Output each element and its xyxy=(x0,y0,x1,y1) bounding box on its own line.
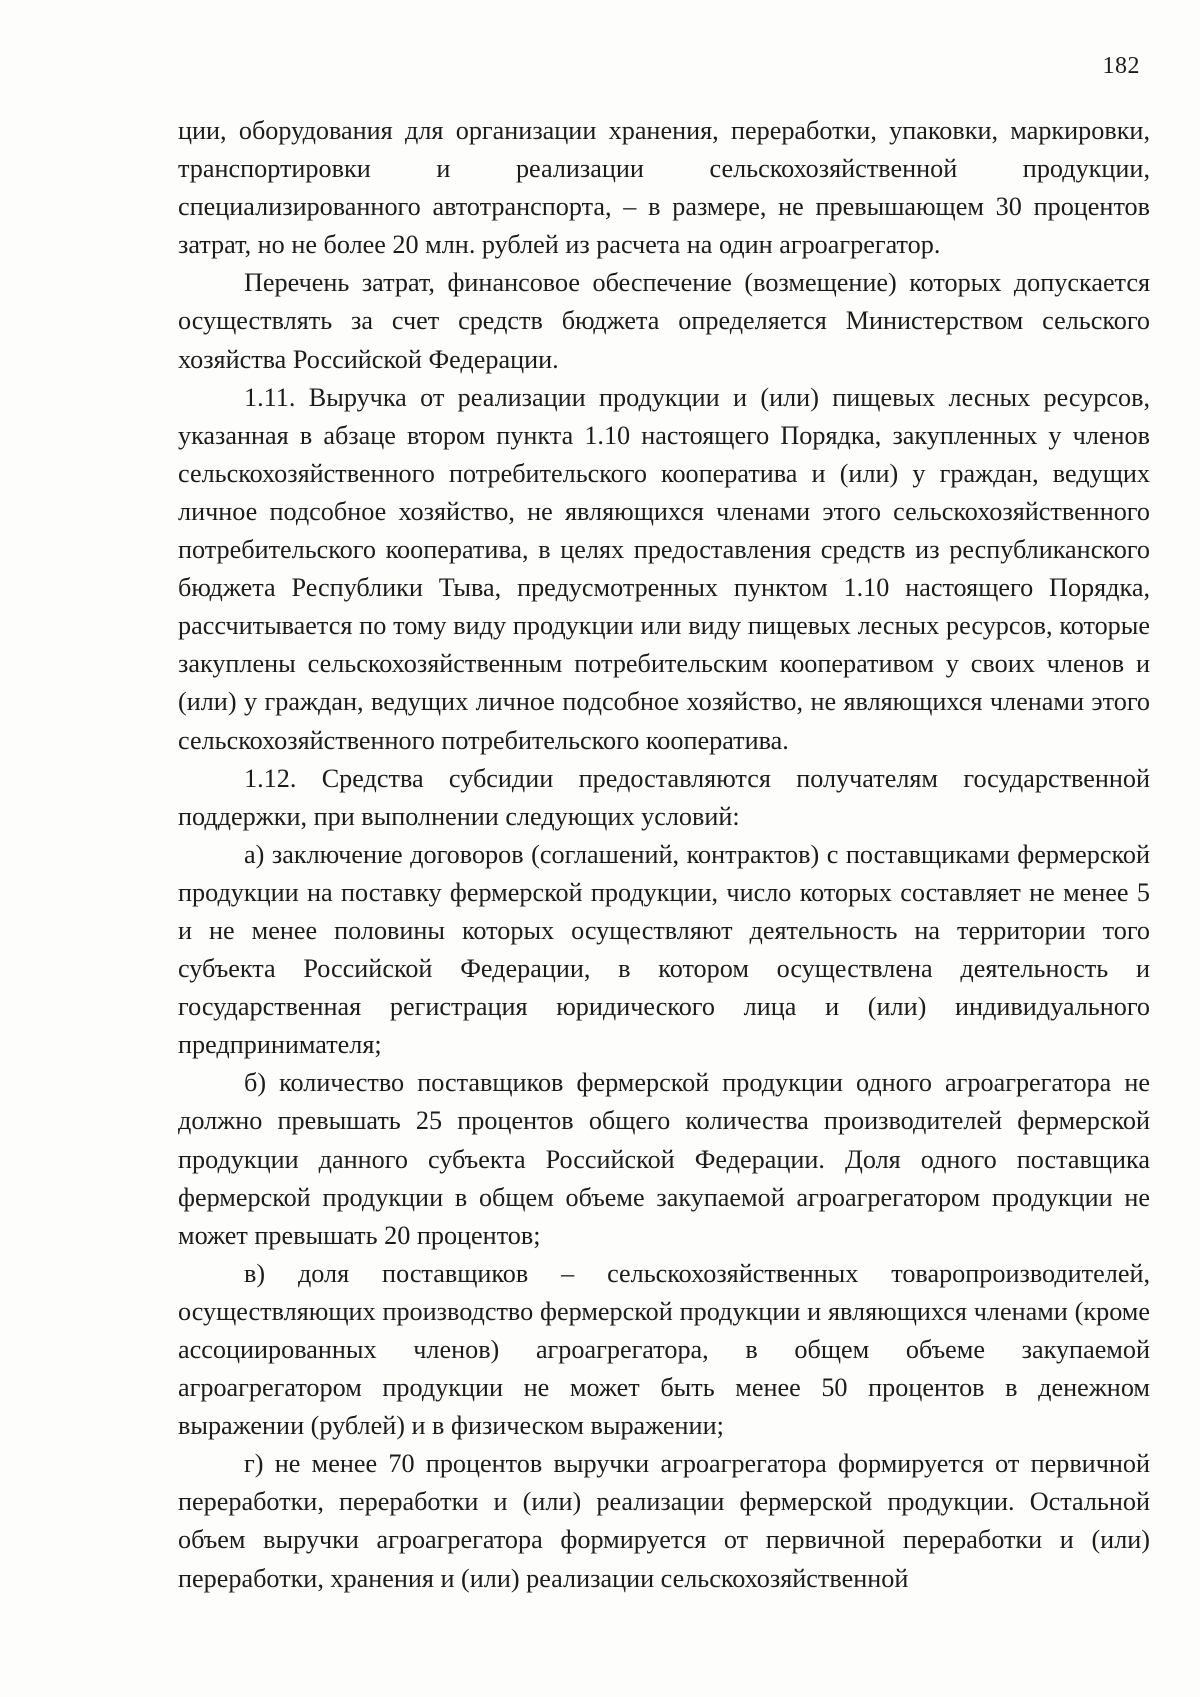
document-body xyxy=(178,112,1150,1598)
paragraph-1-11: 1.11. Выручка от реализации продукции и (или) пищевых лесных ресурсов, указанная в абзаце втором пункта 1.10 настоящего Порядка, закупленных у членов сельскохозяйственного потребительского кооператива и (или) у граждан, ведущих личное подсобное хозяйство, не являющихся членами этого сельскохозяйственного потребительского кооператива, в целях предоставления средств из республиканского бюджета Республики Тыва, предусмотренных пунктом 1.10 настоящего Порядка, рассчитывается по тому виду продукции или виду пищевых лесных ресурсов, которые закуплены сельскохозяйственным потребительским кооперативом у своих членов и (или) у граждан, ведущих личное подсобное хозяйство, не являющихся членами этого сельскохозяйственного потребительского кооператива. xyxy=(178,382,1150,755)
paragraph-continuation: ции, оборудования для организации хранения, переработки, упаковки, маркировки, транспортировки и реализации сельскохозяйственной продукции, специализированного автотранспорта, – в размере, не превышающем 30 процентов затрат, но не более 20 млн. рублей из расчета на один агроагрегатор. xyxy=(178,116,1150,260)
paragraph-condition-g: г) не менее 70 процентов выручки агроагрегатора формируется от первичной переработки, переработки и (или) реализации фермерской продукции. Остальной объем выручки агроагрегатора формируется от первичной переработки и (или) переработки, хранения и (или) реализации сельскохозяйственной xyxy=(178,1449,1150,1593)
paragraph-condition-v: в) доля поставщиков – сельскохозяйственных товаропроизводителей, осуществляющих производство фермерской продукции и являющихся членами (кроме ассоциированных членов) агроагрегатора, в общем объеме закупаемой агроагрегатором продукции не может быть менее 50 процентов в денежном выражении (рублей) и в физическом выражении; xyxy=(178,1258,1150,1441)
paragraph-condition-a: а) заключение договоров (соглашений, контрактов) с поставщиками фермерской продукции на поставку фермерской продукции, число которых составляет не менее 5 и не менее половины которых осуществляют деятельность на территории того субъекта Российской Федерации, в котором осуществлена деятельность и государственная регистрация юридического лица и (или) индивидуального предпринимателя; xyxy=(178,839,1150,1060)
paragraph-cost-list: Перечень затрат, финансовое обеспечение (возмещение) которых допускается осуществлять за счет средств бюджета определяется Министерством сельского хозяйства Российской Федерации. xyxy=(178,268,1150,374)
paragraph-1-12: 1.12. Средства субсидии предоставляются получателям государственной поддержки, при выполнении следующих условий: xyxy=(178,763,1150,831)
page-number: 182 xyxy=(1102,53,1140,79)
paragraph-condition-b: б) количество поставщиков фермерской продукции одного агроагрегатора не должно превышать 25 процентов общего количества производителей фермерской продукции данного субъекта Российской Федерации. Доля одного поставщика фермерской продукции в общем объеме закупаемой агроагрегатором продукции не может превышать 20 процентов; xyxy=(178,1068,1150,1250)
